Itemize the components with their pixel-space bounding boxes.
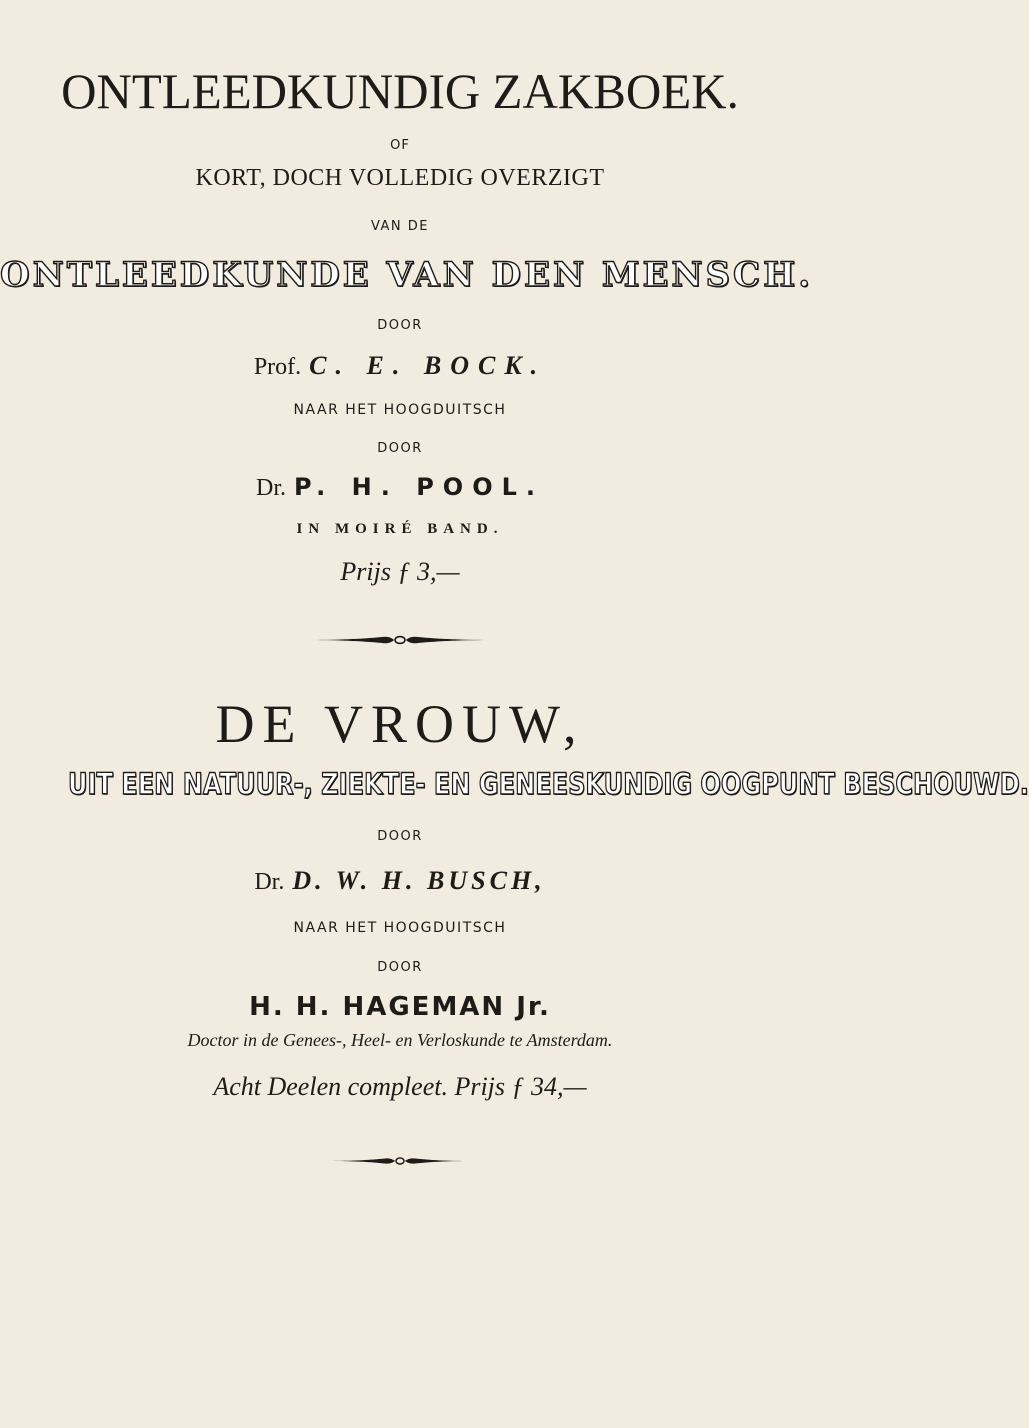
translation-note-1: NAAR HET HOOGDUITSCH [293,402,507,418]
second-author-line [0,866,800,896]
ornamental-divider-1 [0,633,800,647]
second-author-prefix: Dr. [254,869,285,895]
edition-and-price: Acht Deelen compleet. Prijs ƒ 34,— [213,1072,587,1101]
ornamental-divider-2 [0,1155,800,1167]
outlined-title-line: ONTLEEDKUNDE VAN DEN MENSCH. [0,255,814,295]
second-author-name: D. W. H. BUSCH, [292,866,546,895]
author-name: C. E. BOCK. [309,351,547,380]
translator-prefix: Dr. [255,475,286,501]
translator-credentials: Doctor in de Genees-, Heel- en Verloskunde te Amsterdam. [187,1030,613,1050]
main-title: ONTLEEDKUNDIG ZAKBOEK. [61,63,739,119]
subtitle: KORT, DOCH VOLLEDIG OVERZIGT [195,165,605,191]
translator-name: P. H. POOL. [293,473,545,501]
second-title: DE VROUW, [215,694,585,754]
door-label-1: DOOR [377,318,423,333]
binding-note: IN MOIRÉ BAND. [296,521,504,537]
door-label-3: DOOR [377,829,423,844]
van-de-connector: VAN DE [370,219,430,234]
of-connector: OF [390,138,410,153]
author-prefix: Prof. [253,354,302,380]
second-subtitle: UIT EEN NATUUR-, ZIEKTE- EN GENEESKUNDIG OOGPUNT BESCHOUWD. [68,767,1029,801]
translator-line [0,473,800,502]
translation-note-2: NAAR HET HOOGDUITSCH [293,920,507,936]
second-translator-name: H. H. HAGEMAN Jr. [249,992,551,1022]
door-label-4: DOOR [377,960,423,975]
door-label-2: DOOR [377,441,423,456]
author-line [0,351,800,381]
price-1: Prijs ƒ 3,— [340,557,460,586]
